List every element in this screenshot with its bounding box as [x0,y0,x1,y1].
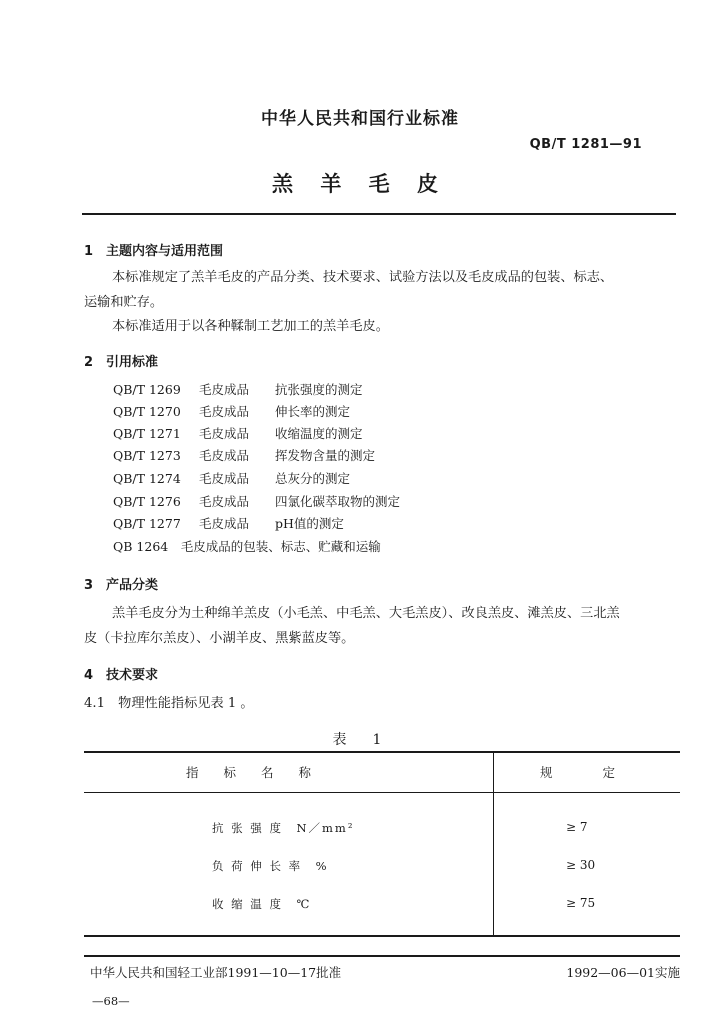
table-row-value: ≥ 75 [566,896,596,910]
footer-rule [84,955,680,957]
reference-title: 收缩温度的测定 [275,426,363,441]
section-3-line-2: 皮（卡拉库尔羔皮）、小湖羊皮、黑紫蓝皮等。 [84,631,355,646]
reference-item [113,469,350,487]
title-rule [82,213,676,215]
table-top-rule [84,751,680,753]
section-2-heading: 2 引用标准 [84,355,159,370]
reference-category: 毛皮成品 [199,494,250,509]
approval-note: 中华人民共和国轻工业部1991—10—17批准 [90,965,342,980]
table-row-name: 抗 张 强 度 N／mm² [212,821,355,835]
reference-title: 挥发物含量的测定 [275,448,376,463]
table-header-requirement: 规 定 [540,765,616,780]
reference-code: QB/T 1269 [113,382,181,397]
reference-code: QB/T 1274 [113,471,181,486]
table-column-divider [493,752,494,936]
reference-title: pH值的测定 [275,516,344,531]
section-1-paragraph-2: 本标准适用于以各种鞣制工艺加工的羔羊毛皮。 [112,319,389,334]
table-row-value: ≥ 30 [566,858,596,872]
table-header-indicator-name: 指 标 名 称 [186,765,312,780]
reference-code: QB/T 1277 [113,516,181,531]
section-3-heading: 3 产品分类 [84,578,159,593]
reference-item-last: QB 1264 毛皮成品的包装、标志、贮藏和运输 [113,539,381,554]
reference-code: QB/T 1273 [113,448,181,463]
reference-title: 四氯化碳萃取物的测定 [275,494,401,509]
standard-code: QB/T 1281—91 [529,137,642,152]
section-4-1-text: 4.1 物理性能指标见表 1 。 [84,696,254,711]
table-header-rule [84,792,680,793]
section-3-line-1: 羔羊毛皮分为土种绵羊羔皮（小毛羔、中毛羔、大毛羔皮）、改良羔皮、滩羔皮、三北羔 [112,606,620,621]
reference-category: 毛皮成品 [199,448,250,463]
page-number: —68— [92,994,130,1008]
section-1-heading: 1 主题内容与适用范围 [84,244,224,259]
reference-item [113,492,400,510]
section-1-paragraph-1-line-1: 本标准规定了羔羊毛皮的产品分类、技术要求、试验方法以及毛皮成品的包装、标志、 [112,270,614,285]
section-4-heading: 4 技术要求 [84,668,159,683]
table-row-name: 收 缩 温 度 ℃ [212,897,312,911]
reference-code: QB/T 1270 [113,404,181,419]
table-caption: 表 1 [332,732,388,748]
reference-code: QB/T 1271 [113,426,181,441]
effective-date: 1992—06—01实施 [566,965,680,980]
document-title: 羔 羊 毛 皮 [272,172,448,196]
section-1-paragraph-1-line-2: 运输和贮存。 [84,295,164,310]
table-bottom-rule [84,935,680,937]
reference-category: 毛皮成品 [199,426,250,441]
reference-category: 毛皮成品 [199,382,250,397]
reference-item [113,380,363,398]
reference-item [113,446,375,464]
reference-item [113,424,363,442]
standard-title: 中华人民共和国行业标准 [261,109,459,129]
reference-category: 毛皮成品 [199,516,250,531]
reference-category: 毛皮成品 [199,471,250,486]
reference-title: 伸长率的测定 [275,404,351,419]
reference-code: QB/T 1276 [113,494,181,509]
reference-title: 抗张强度的测定 [275,382,363,397]
table-row-value: ≥ 7 [566,820,588,834]
reference-item [113,402,350,420]
reference-item [113,514,344,532]
reference-category: 毛皮成品 [199,404,250,419]
reference-title: 总灰分的测定 [275,471,351,486]
table-row-name: 负 荷 伸 长 率 % [212,859,329,873]
